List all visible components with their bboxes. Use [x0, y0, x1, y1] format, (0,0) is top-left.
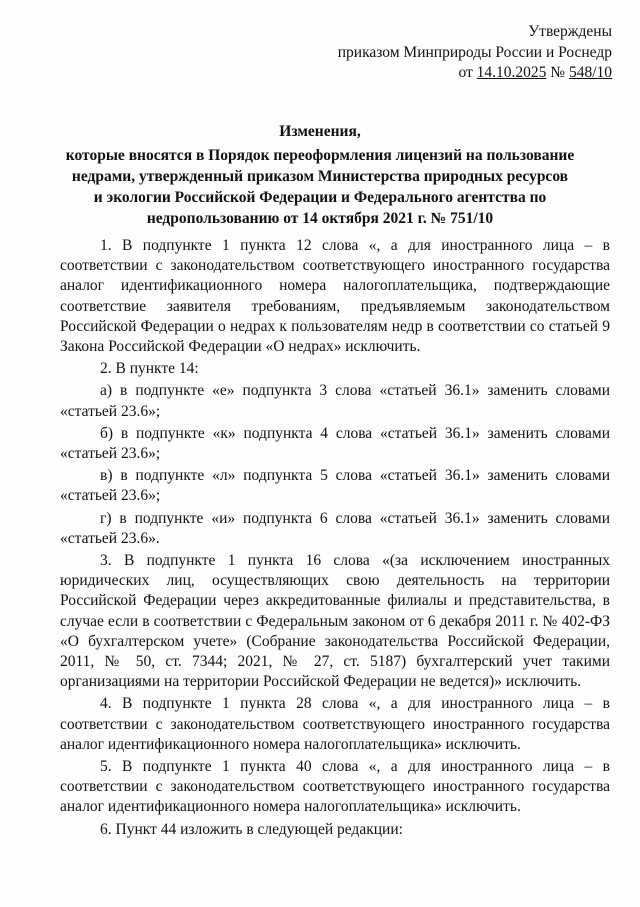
document-title	[30, 121, 610, 229]
approval-stamp	[338, 22, 612, 84]
title-line-3: и экологии Российской Федерации и Федерального агентства по	[93, 189, 547, 206]
title-line-2: недрами, утвержденный приказом Министерства природных ресурсов	[71, 168, 569, 185]
approval-number-sign: №	[550, 64, 566, 81]
title-line-1: которые вносятся в Порядок переоформления лицензий на пользование	[65, 147, 575, 164]
approval-date-line	[338, 63, 612, 84]
paragraph-6: 6. Пункт 44 изложить в следующей редакции:	[100, 820, 403, 838]
paragraph-1: 1. В подпункте 1 пункта 12 слова «, а для иностранного лица – в соответствии с законодательством соответствующего иностранного государства аналог идентификационного номера налогоплательщика, подтверждающие соответствие заявителя требованиям, предъявляемым законодательством Российской Федерации о недрах к пользователям недр в соответствии со статьей 9 Закона Российской Федерации «О недрах» исключить.	[60, 237, 610, 356]
approval-line-2: приказом Минприроды России и Роснедр	[337, 43, 612, 61]
paragraph-4: 4. В подпункте 1 пункта 28 слова «, а для иностранного лица – в соответствии с законодательством соответствующего иностранного государства аналог идентификационного номера налогоплательщика» исключить.	[60, 695, 610, 753]
paragraph-2b: б) в подпункте «к» подпункта 4 слова «статьей 36.1» заменить словами «статьей 23.6»;	[60, 424, 610, 463]
paragraph-5: 5. В подпункте 1 пункта 40 слова «, а для иностранного лица – в соответствии с законодательством соответствующего иностранного государства аналог идентификационного номера налогоплательщика» исключить.	[60, 758, 610, 816]
approval-line-1: Утверждены	[528, 23, 612, 40]
paragraph-2d: г) в подпункте «и» подпункта 6 слова «статьей 36.1» заменить словами «статьей 23.6».	[60, 509, 610, 547]
paragraph-2: 2. В пункте 14:	[100, 360, 199, 378]
title-line-4: недропользованию от 14 октября 2021 г. № 751/10	[146, 210, 494, 227]
paragraph-3: 3. В подпункте 1 пункта 16 слова «(за исключением иностранных юридических лиц, осуществляющих свою деятельность на территории Российской Федерации через аккредитованные филиалы и представительства, в случае если в соответствии с Федеральным законом от 6 декабря 2011 г. № 402-ФЗ «О бухгалтерском учете» (Собрание законодательства Российской Федерации, 2011, № 50, ст. 7344; 2021, № 27, ст. 5187) бухгалтерский учет такими организациями на территории Российской Федерации не ведется)» исключить.	[60, 552, 610, 691]
paragraph-2a: а) в подпункте «е» подпункта 3 слова «статьей 36.1» заменить словами «статьей 23.6»;	[60, 382, 610, 420]
title-head: Изменения,	[279, 123, 361, 140]
paragraph-2c: в) в подпункте «л» подпункта 5 слова «статьей 36.1» заменить словами «статьей 23.6»;	[60, 467, 610, 505]
approval-date: 14.10.2025	[476, 64, 547, 81]
approval-number: 548/10	[568, 64, 612, 81]
approval-from: от	[458, 64, 473, 81]
document-body	[60, 236, 610, 840]
